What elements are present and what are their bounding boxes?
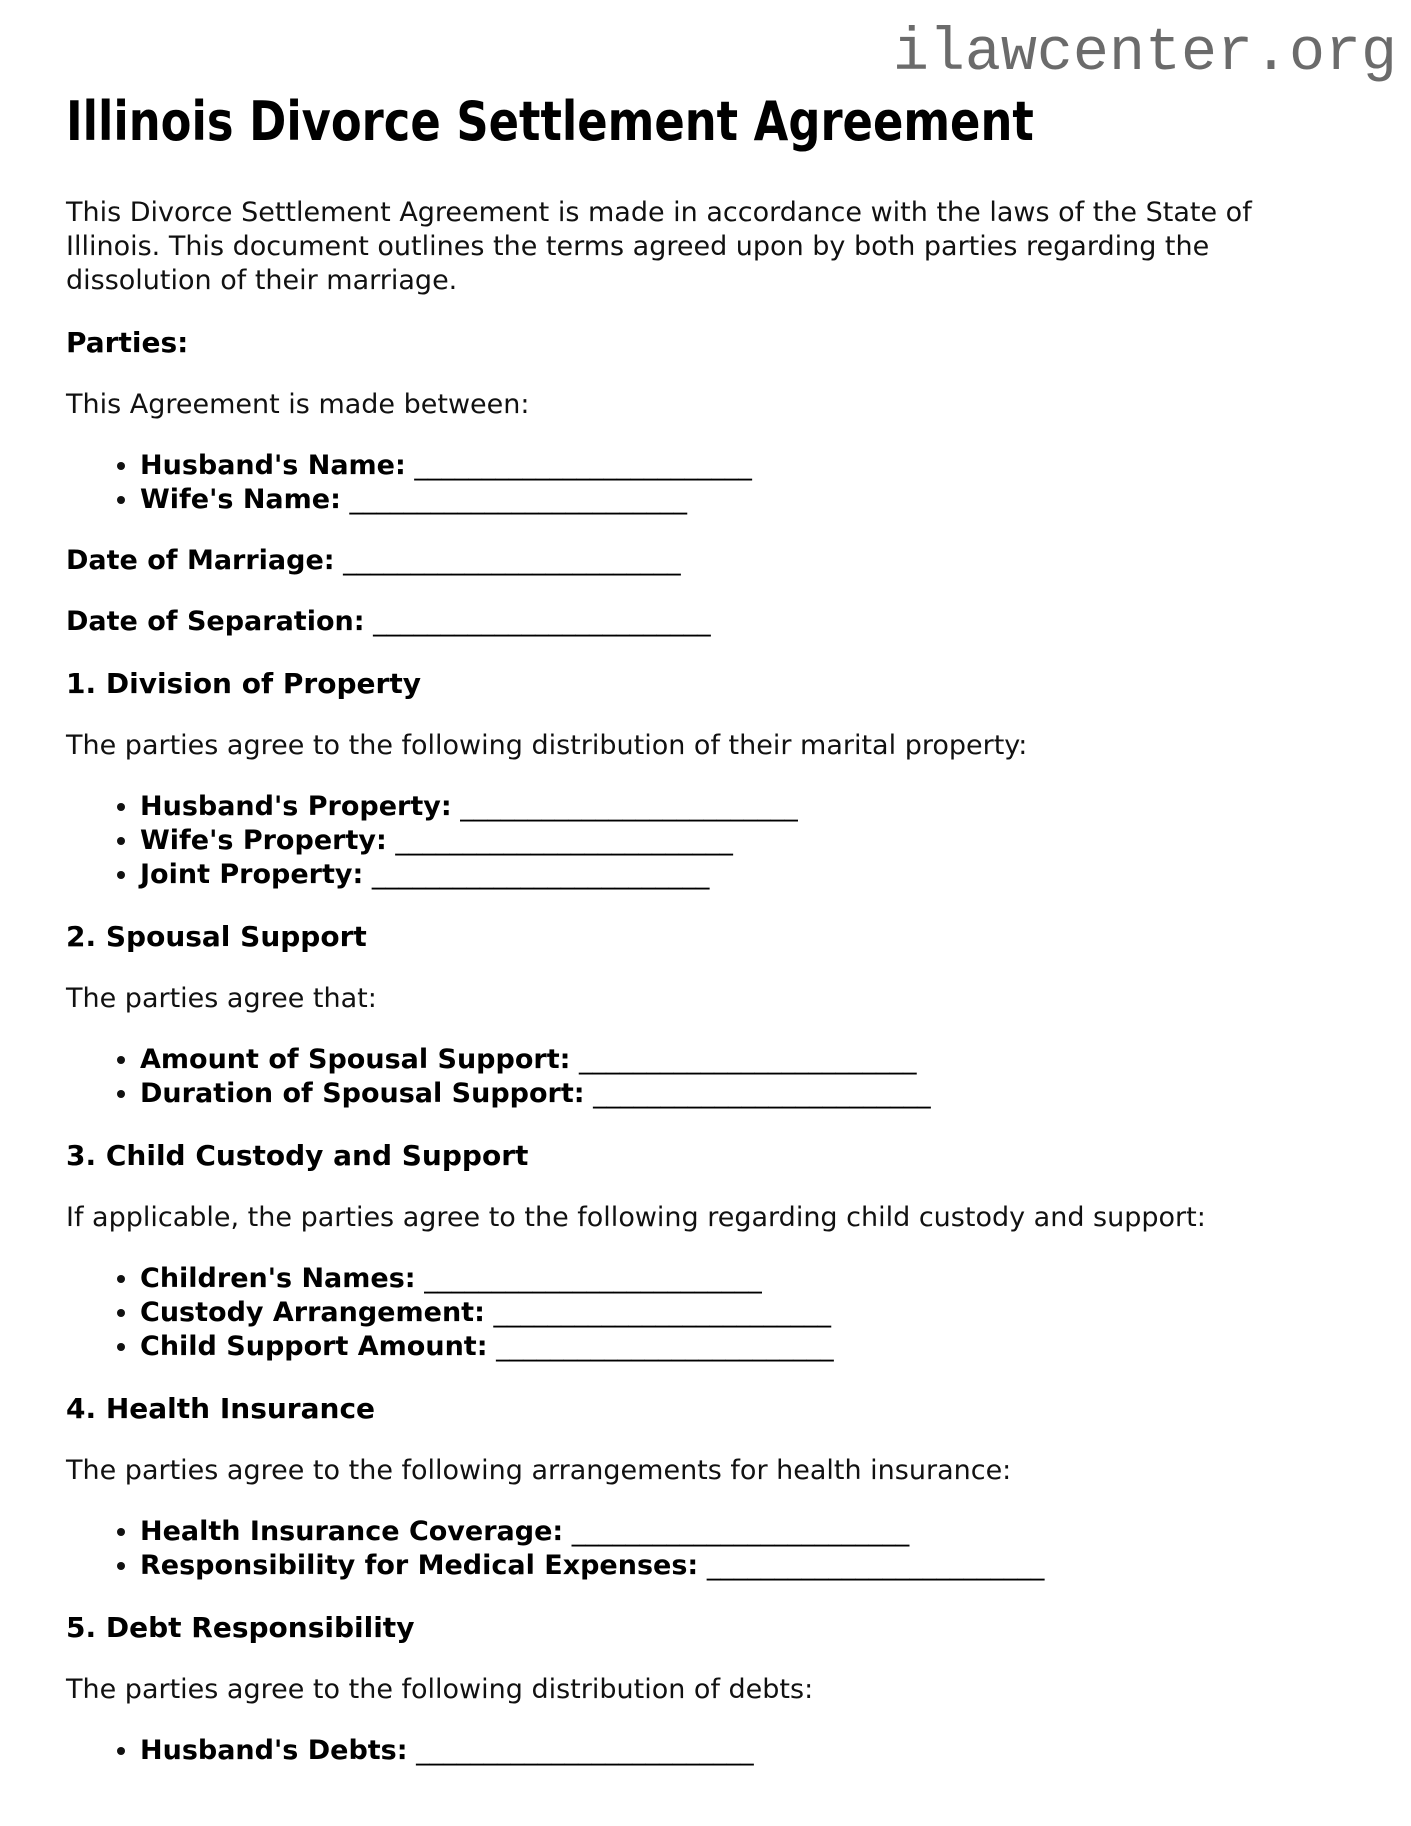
list-item bbox=[140, 1734, 1345, 1768]
field-label: Child Support Amount: bbox=[140, 1331, 488, 1362]
field-label: Wife's Name: bbox=[140, 484, 341, 515]
blank-line: _________________________ bbox=[493, 1297, 831, 1328]
field-label: Duration of Spousal Support: bbox=[140, 1078, 585, 1109]
parties-intro: This Agreement is made between: bbox=[66, 389, 530, 420]
list-item bbox=[140, 858, 1345, 892]
list-item bbox=[140, 483, 1345, 517]
field-label: Date of Marriage: bbox=[66, 545, 335, 576]
field-label: Husband's Debts: bbox=[140, 1735, 408, 1766]
list-item bbox=[140, 1077, 1345, 1111]
blank-line: _________________________ bbox=[395, 825, 733, 856]
field-label: Joint Property: bbox=[140, 859, 364, 890]
field-label: Children's Names: bbox=[140, 1263, 416, 1294]
list-item bbox=[140, 1043, 1345, 1077]
section-5-intro: The parties agree to the following distribution of debts: bbox=[66, 1674, 814, 1705]
list-item bbox=[140, 1549, 1345, 1583]
marriage-date-field bbox=[66, 544, 1306, 578]
section-4-list bbox=[66, 1515, 1345, 1583]
blank-line: _________________________ bbox=[343, 545, 681, 576]
section-1-intro: The parties agree to the following distribution of their marital property: bbox=[66, 730, 1028, 761]
site-logo: ilawcenter.org bbox=[892, 20, 1397, 88]
section-2-heading: 2. Spousal Support bbox=[66, 920, 367, 953]
intro-paragraph: This Divorce Settlement Agreement is made in accordance with the laws of the State of Illinois. This document outlines the terms agreed upon by both parties regarding the dissolution of their marriage. bbox=[66, 197, 1252, 296]
field-label: Husband's Name: bbox=[140, 450, 406, 481]
list-item bbox=[140, 449, 1345, 483]
blank-line: _________________________ bbox=[371, 859, 710, 890]
blank-line: _________________________ bbox=[579, 1044, 917, 1075]
field-label: Responsibility for Medical Expenses: bbox=[140, 1550, 699, 1581]
blank-line: _________________________ bbox=[373, 606, 711, 637]
separation-date-field bbox=[66, 605, 1306, 639]
field-label: Amount of Spousal Support: bbox=[140, 1044, 571, 1075]
list-item bbox=[140, 1330, 1345, 1364]
field-label: Custody Arrangement: bbox=[140, 1297, 485, 1328]
field-label: Husband's Property: bbox=[140, 791, 452, 822]
list-item bbox=[140, 824, 1345, 858]
blank-line: _________________________ bbox=[460, 791, 798, 822]
blank-line: _________________________ bbox=[416, 1735, 754, 1766]
blank-line: _________________________ bbox=[414, 450, 752, 481]
parties-list bbox=[66, 449, 1345, 517]
section-4-intro: The parties agree to the following arrangements for health insurance: bbox=[66, 1455, 1012, 1486]
field-label: Wife's Property: bbox=[140, 825, 387, 856]
section-5-heading: 5. Debt Responsibility bbox=[66, 1611, 415, 1644]
section-4-heading: 4. Health Insurance bbox=[66, 1392, 376, 1425]
document-title: Illinois Divorce Settlement Agreement bbox=[66, 90, 1034, 153]
section-3-intro: If applicable, the parties agree to the following regarding child custody and support: bbox=[66, 1202, 1206, 1233]
blank-line: _________________________ bbox=[424, 1263, 762, 1294]
parties-heading: Parties: bbox=[66, 326, 189, 359]
section-3-heading: 3. Child Custody and Support bbox=[66, 1139, 529, 1172]
blank-line: _________________________ bbox=[706, 1550, 1045, 1581]
list-item bbox=[140, 790, 1345, 824]
section-3-list bbox=[66, 1262, 1345, 1364]
list-item bbox=[140, 1515, 1345, 1549]
blank-line: _________________________ bbox=[349, 484, 687, 515]
section-2-list bbox=[66, 1043, 1345, 1111]
blank-line: _________________________ bbox=[593, 1078, 931, 1109]
section-5-list bbox=[66, 1734, 1345, 1768]
field-label: Date of Separation: bbox=[66, 606, 365, 637]
section-1-heading: 1. Division of Property bbox=[66, 667, 421, 700]
field-label: Health Insurance Coverage: bbox=[140, 1516, 564, 1547]
blank-line: _________________________ bbox=[496, 1331, 834, 1362]
section-1-list bbox=[66, 790, 1345, 892]
blank-line: _________________________ bbox=[571, 1516, 910, 1547]
list-item bbox=[140, 1296, 1345, 1330]
list-item bbox=[140, 1262, 1345, 1296]
section-2-intro: The parties agree that: bbox=[66, 983, 377, 1014]
